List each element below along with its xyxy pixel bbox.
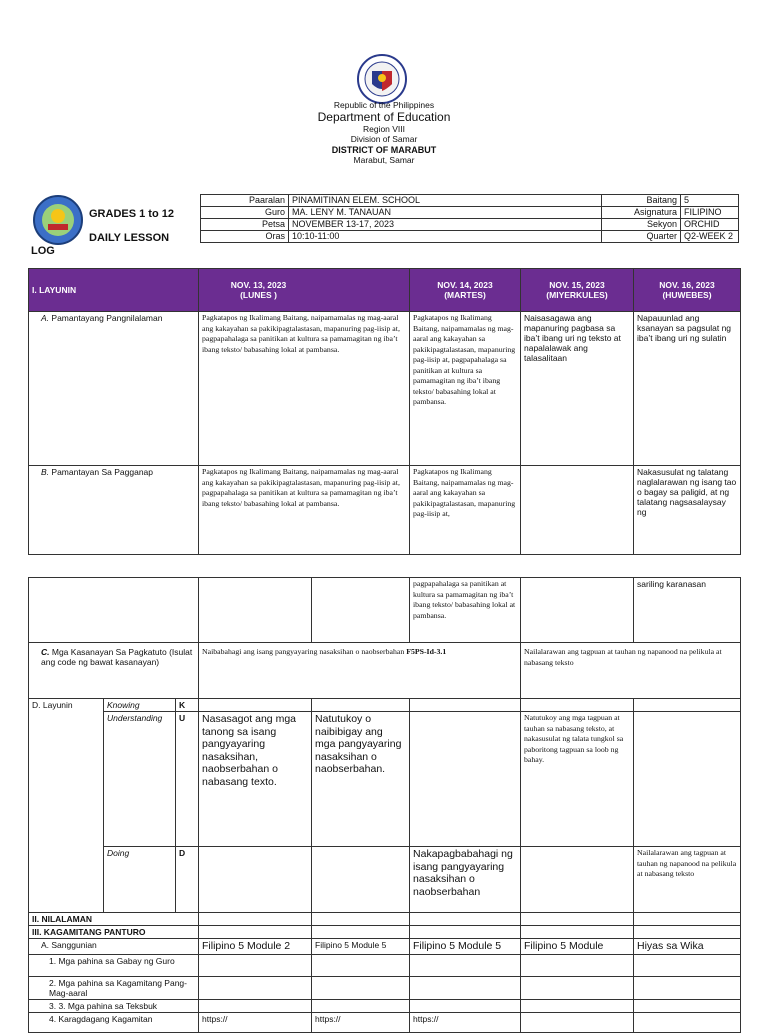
link-tue[interactable]: https:// <box>312 1012 410 1032</box>
school-logo-icon <box>31 195 85 245</box>
u-wed <box>410 712 521 847</box>
info-label-guro: Guro <box>201 207 289 219</box>
row-a-fri: Napauunlad ang ksanayan sa pagsulat ng iba’t ibang uri ng sulatin <box>634 312 741 466</box>
understanding-code: U <box>176 712 199 847</box>
row-a-wed: Pagkatapos ng Ikalimang Baitang, naipamamalas ng mag-aaral ang kakayahan sa pakikipagtalastasan, mapanuring pag-iisip at, pagpapahalaga sa panitikan at kultura sa pamamagitan ng iba’t ibang teksto/ babasahing lokal at pambansa. <box>410 312 521 466</box>
sanggunian-label: A. Sanggunian <box>29 939 199 955</box>
row-a-label: A. Pamantayang Pangnilalaman <box>29 312 199 466</box>
town-line: Marabut, Samar <box>353 155 415 165</box>
row-c-mon-wed: Naibabahagi ang isang pangyayaring nasaksihan o naobserbahan F5PS-Id-3.1 <box>199 643 521 699</box>
info-value-petsa: NOVEMBER 13-17, 2023 <box>289 219 602 231</box>
sub-karagdagang-kagamitan: 4. Karagdagang Kagamitan <box>29 1012 199 1032</box>
info-label-petsa: Petsa <box>201 219 289 231</box>
section-kagamitan: III. KAGAMITANG PANTURO <box>29 926 199 939</box>
republic-line: Republic of the Philippines <box>333 100 435 110</box>
info-value-paaralan: PINAMITINAN ELEM. SCHOOL <box>289 195 602 207</box>
doing-label: Doing <box>104 847 176 913</box>
knowing-label: Knowing <box>104 699 176 712</box>
cont-fri: sariling karanasan <box>634 578 741 643</box>
info-label-oras: Oras <box>201 231 289 243</box>
cont-mon <box>199 578 312 643</box>
link-wed[interactable]: https:// <box>410 1012 521 1032</box>
section-nilalaman: II. NILALAMAN <box>29 913 199 926</box>
sanggunian-mon: Filipino 5 Module 2 <box>199 939 312 955</box>
info-value-baitang: 5 <box>681 195 739 207</box>
sanggunian-wed: Filipino 5 Module 5 <box>410 939 521 955</box>
day-header-tue: NOV. 14, 2023 (MARTES) <box>410 269 521 312</box>
info-label-paaralan: Paaralan <box>201 195 289 207</box>
day-header-wed: NOV. 15, 2023 (MIYERKULES) <box>521 269 634 312</box>
info-label-quarter: Quarter <box>602 231 681 243</box>
lesson-info-table <box>200 194 739 243</box>
district-line: DISTRICT OF MARABUT <box>331 145 437 155</box>
d-fri: Nailalarawan ang tagpuan at tauhan ng napanood na pelikula at nabasang teksto <box>634 847 741 913</box>
row-b-label: B. Pamantayan Sa Pagganap <box>29 466 199 555</box>
u-tue: Natutukoy o naibibigay ang mga pangyayaring nasaksihan o naobserbahan. <box>312 712 410 847</box>
row-b-mon-tue: Pagkatapos ng Ikalimang Baitang, naipamamalas ng mag-aaral ang kakayahan sa pakikipagtalastasan, mapanuring pag-iisip at, pagpapahalaga sa panitikan at kultura sa pamamagitan ng iba’t ibang teksto/ babasahing lokal at pambansa. <box>199 466 410 555</box>
cont-wed: pagpapahalaga sa panitikan at kultura sa pamamagitan ng iba’t ibang teksto/ babasahing lokal at pambansa. <box>410 578 521 643</box>
sub-kagamitang-mag-aaral: 2. Mga pahina sa Kagamitang Pang-Mag-aaral <box>29 976 199 999</box>
doing-code: D <box>176 847 199 913</box>
layunin-table-page1 <box>28 268 741 555</box>
u-mon: Nasasagot ang mga tanong sa isang pangyayaring nasaksihan, naobserbahan o nabasang texto. <box>199 712 312 847</box>
department-line: Department of Education <box>317 110 451 124</box>
cont-tue <box>312 578 410 643</box>
dll-label-1: DAILY LESSON <box>89 232 170 244</box>
row-b-fri: Nakasusulat ng talatang naglalarawan ng isang tao o bagay sa paligid, at ng talatang nagsasalaysay ng <box>634 466 741 555</box>
row-c-thu-fri: Nailalarawan ang tagpuan at tauhan ng napanood na pelikula at nabasang teksto <box>521 643 741 699</box>
cont-label <box>29 578 199 643</box>
understanding-label: Understanding <box>104 712 176 847</box>
day-header-thu: NOV. 16, 2023 (HUWEBES) <box>634 269 741 312</box>
section-layunin: I. LAYUNIN <box>29 269 199 312</box>
row-a-thu: Naisasagawa ang mapanuring pagbasa sa iba’t ibang uri ng teksto at napalalawak ang talasalitaan <box>521 312 634 466</box>
info-value-sekyon: ORCHID <box>681 219 739 231</box>
deped-seal <box>356 54 408 104</box>
knowing-code: K <box>176 699 199 712</box>
info-label-sekyon: Sekyon <box>602 219 681 231</box>
sanggunian-tue: Filipino 5 Module 5 <box>312 939 410 955</box>
region-line: Region VIII <box>362 124 406 134</box>
row-a-mon-tue: Pagkatapos ng Ikalimang Baitang, naipamamalas ng mag-aaral ang kakayahan sa pakikipagtalastasan, mapanuring pag-iisip at, pagpapahalaga sa panitikan at kultura sa pamamagitan ng iba’t ibang teksto/ babasahing lokal at pambansa. <box>199 312 410 466</box>
info-value-oras: 10:10-11:00 <box>289 231 602 243</box>
layunin-table-page2 <box>28 577 741 1033</box>
division-line: Division of Samar <box>350 134 418 144</box>
row-b-thu <box>521 466 634 555</box>
link-mon[interactable]: https:// <box>199 1012 312 1032</box>
cont-thu <box>521 578 634 643</box>
sub-teksbuk: 3. 3. Mga pahina sa Teksbuk <box>29 999 199 1012</box>
row-d-label: D. Layunin <box>29 699 104 913</box>
sub-gabay-guro: 1. Mga pahina sa Gabay ng Guro <box>29 954 199 976</box>
info-value-asignatura: FILIPINO <box>681 207 739 219</box>
u-thu: Natutukoy ang mga tagpuan at tauhan sa nabasang teksto, at nakasusulat ng talata tungkol sa paboritong tagpuan sa loob ng bahay. <box>521 712 634 847</box>
d-wed: Nakapagbabahagi ng isang pangyayaring nasaksihan o naobserbahan <box>410 847 521 913</box>
info-label-asignatura: Asignatura <box>602 207 681 219</box>
school-logo <box>31 195 85 245</box>
dll-label-2: LOG <box>31 245 55 257</box>
sanggunian-thu: Filipino 5 Module <box>521 939 634 955</box>
u-fri <box>634 712 741 847</box>
day-header-mon: NOV. 13, 2023 (LUNES ) <box>199 269 410 312</box>
info-value-guro: MA. LENY M. TANAUAN <box>289 207 602 219</box>
seal-icon <box>356 54 408 104</box>
sanggunian-fri: Hiyas sa Wika <box>634 939 741 955</box>
info-value-quarter: Q2-WEEK 2 <box>681 231 739 243</box>
grades-label: GRADES 1 to 12 <box>89 208 174 220</box>
row-b-wed: Pagkatapos ng Ikalimang Baitang, naipamamalas ng mag-aaral ang kakayahan sa pakikipagtalastasan, mapanuring pag-iisip at, <box>410 466 521 555</box>
row-c-label: C. Mga Kasanayan Sa Pagkatuto (Isulat ang code ng bawat kasanayan) <box>29 643 199 699</box>
info-label-baitang: Baitang <box>602 195 681 207</box>
